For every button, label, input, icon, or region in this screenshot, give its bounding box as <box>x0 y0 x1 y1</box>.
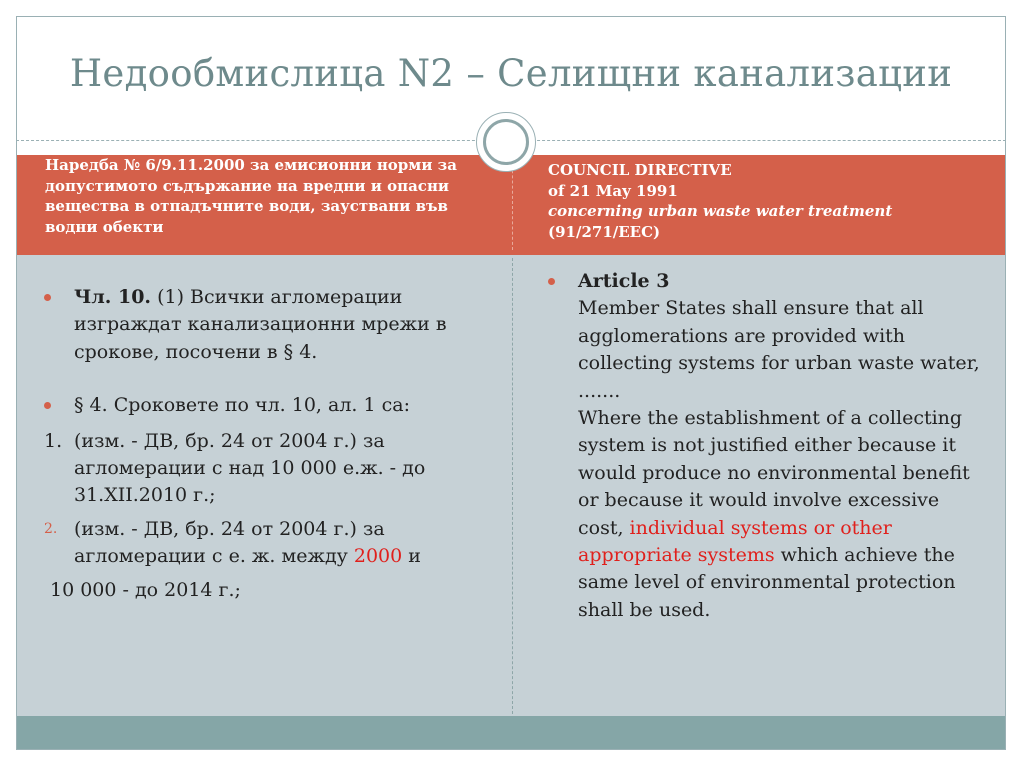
circle-ornament-inner <box>483 119 529 165</box>
list-item-art10 <box>44 284 494 366</box>
directive-number: (91/271/EEC) <box>548 222 661 241</box>
article-3-para2-b: which achieve the same level of environmental protection shall be used. <box>578 544 956 621</box>
header-column-divider <box>512 160 513 250</box>
article-10-text: (1) Всички агломерации изграждат канализационни мрежи в срокове, посочени в § 4. <box>74 286 447 363</box>
paragraph-4-text: § 4. Сроковете по чл. 10, ал. 1 са: <box>74 394 410 417</box>
numbered-item-2-text: (изм. - ДВ, бр. 24 от 2004 г.) за агломерации с е. ж. между <box>74 517 385 568</box>
numbered-item-1-text: (изм. - ДВ, бр. 24 от 2004 г.) за агломерации с над 10 000 е.ж. - до 31.XII.2010 г.; <box>74 429 426 507</box>
right-column <box>548 268 988 624</box>
header-left-regulation: Наредба № 6/9.11.2000 за емисионни норми за допустимото съдържание на вредни и опасни вещества в отпадъчните води, зауствани във водни обекти <box>45 156 457 236</box>
directive-subject: concerning urban waste water treatment <box>548 202 893 220</box>
ellipsis: ....... <box>578 379 621 402</box>
directive-date: of 21 May 1991 <box>548 181 678 200</box>
left-column <box>44 284 494 604</box>
article-3-para2 <box>578 405 988 624</box>
footer-band <box>17 716 1005 749</box>
article-3-para2-a: Where the establishment of a collecting system is not justified either because it would produce no environmental benefit or because it would involve excessive cost, <box>578 407 970 539</box>
slide-title: Недообмислица N2 – Селищни канализации <box>69 52 953 95</box>
list-item-article3 <box>548 268 988 624</box>
number-label: 1. <box>44 429 63 452</box>
numbered-item-1 <box>44 428 494 510</box>
list-item-par4 <box>44 392 494 419</box>
bullet-icon <box>44 402 51 409</box>
highlight-individual-systems: individual systems or other appropriate systems <box>578 516 892 567</box>
bullet-icon <box>44 294 51 301</box>
article-3-heading: Article 3 <box>578 270 670 292</box>
numbered-item-2-continuation: 10 000 - до 2014 г.; <box>50 578 241 601</box>
content-column-divider <box>512 258 513 714</box>
numbered-item-2 <box>44 516 494 571</box>
circle-ornament-icon <box>476 112 536 172</box>
number-label: 2. <box>44 520 58 537</box>
directive-title: COUNCIL DIRECTIVE <box>548 161 732 179</box>
article-10-label: Чл. 10. <box>74 286 152 308</box>
numbered-item-2-tail: и <box>402 545 421 568</box>
header-right-directive <box>548 160 988 242</box>
article-3-para1: Member States shall ensure that all agglomerations are provided with collecting systems for urban waste water, <box>578 297 980 375</box>
bullet-icon <box>548 278 555 285</box>
highlight-2000: 2000 <box>353 545 403 568</box>
